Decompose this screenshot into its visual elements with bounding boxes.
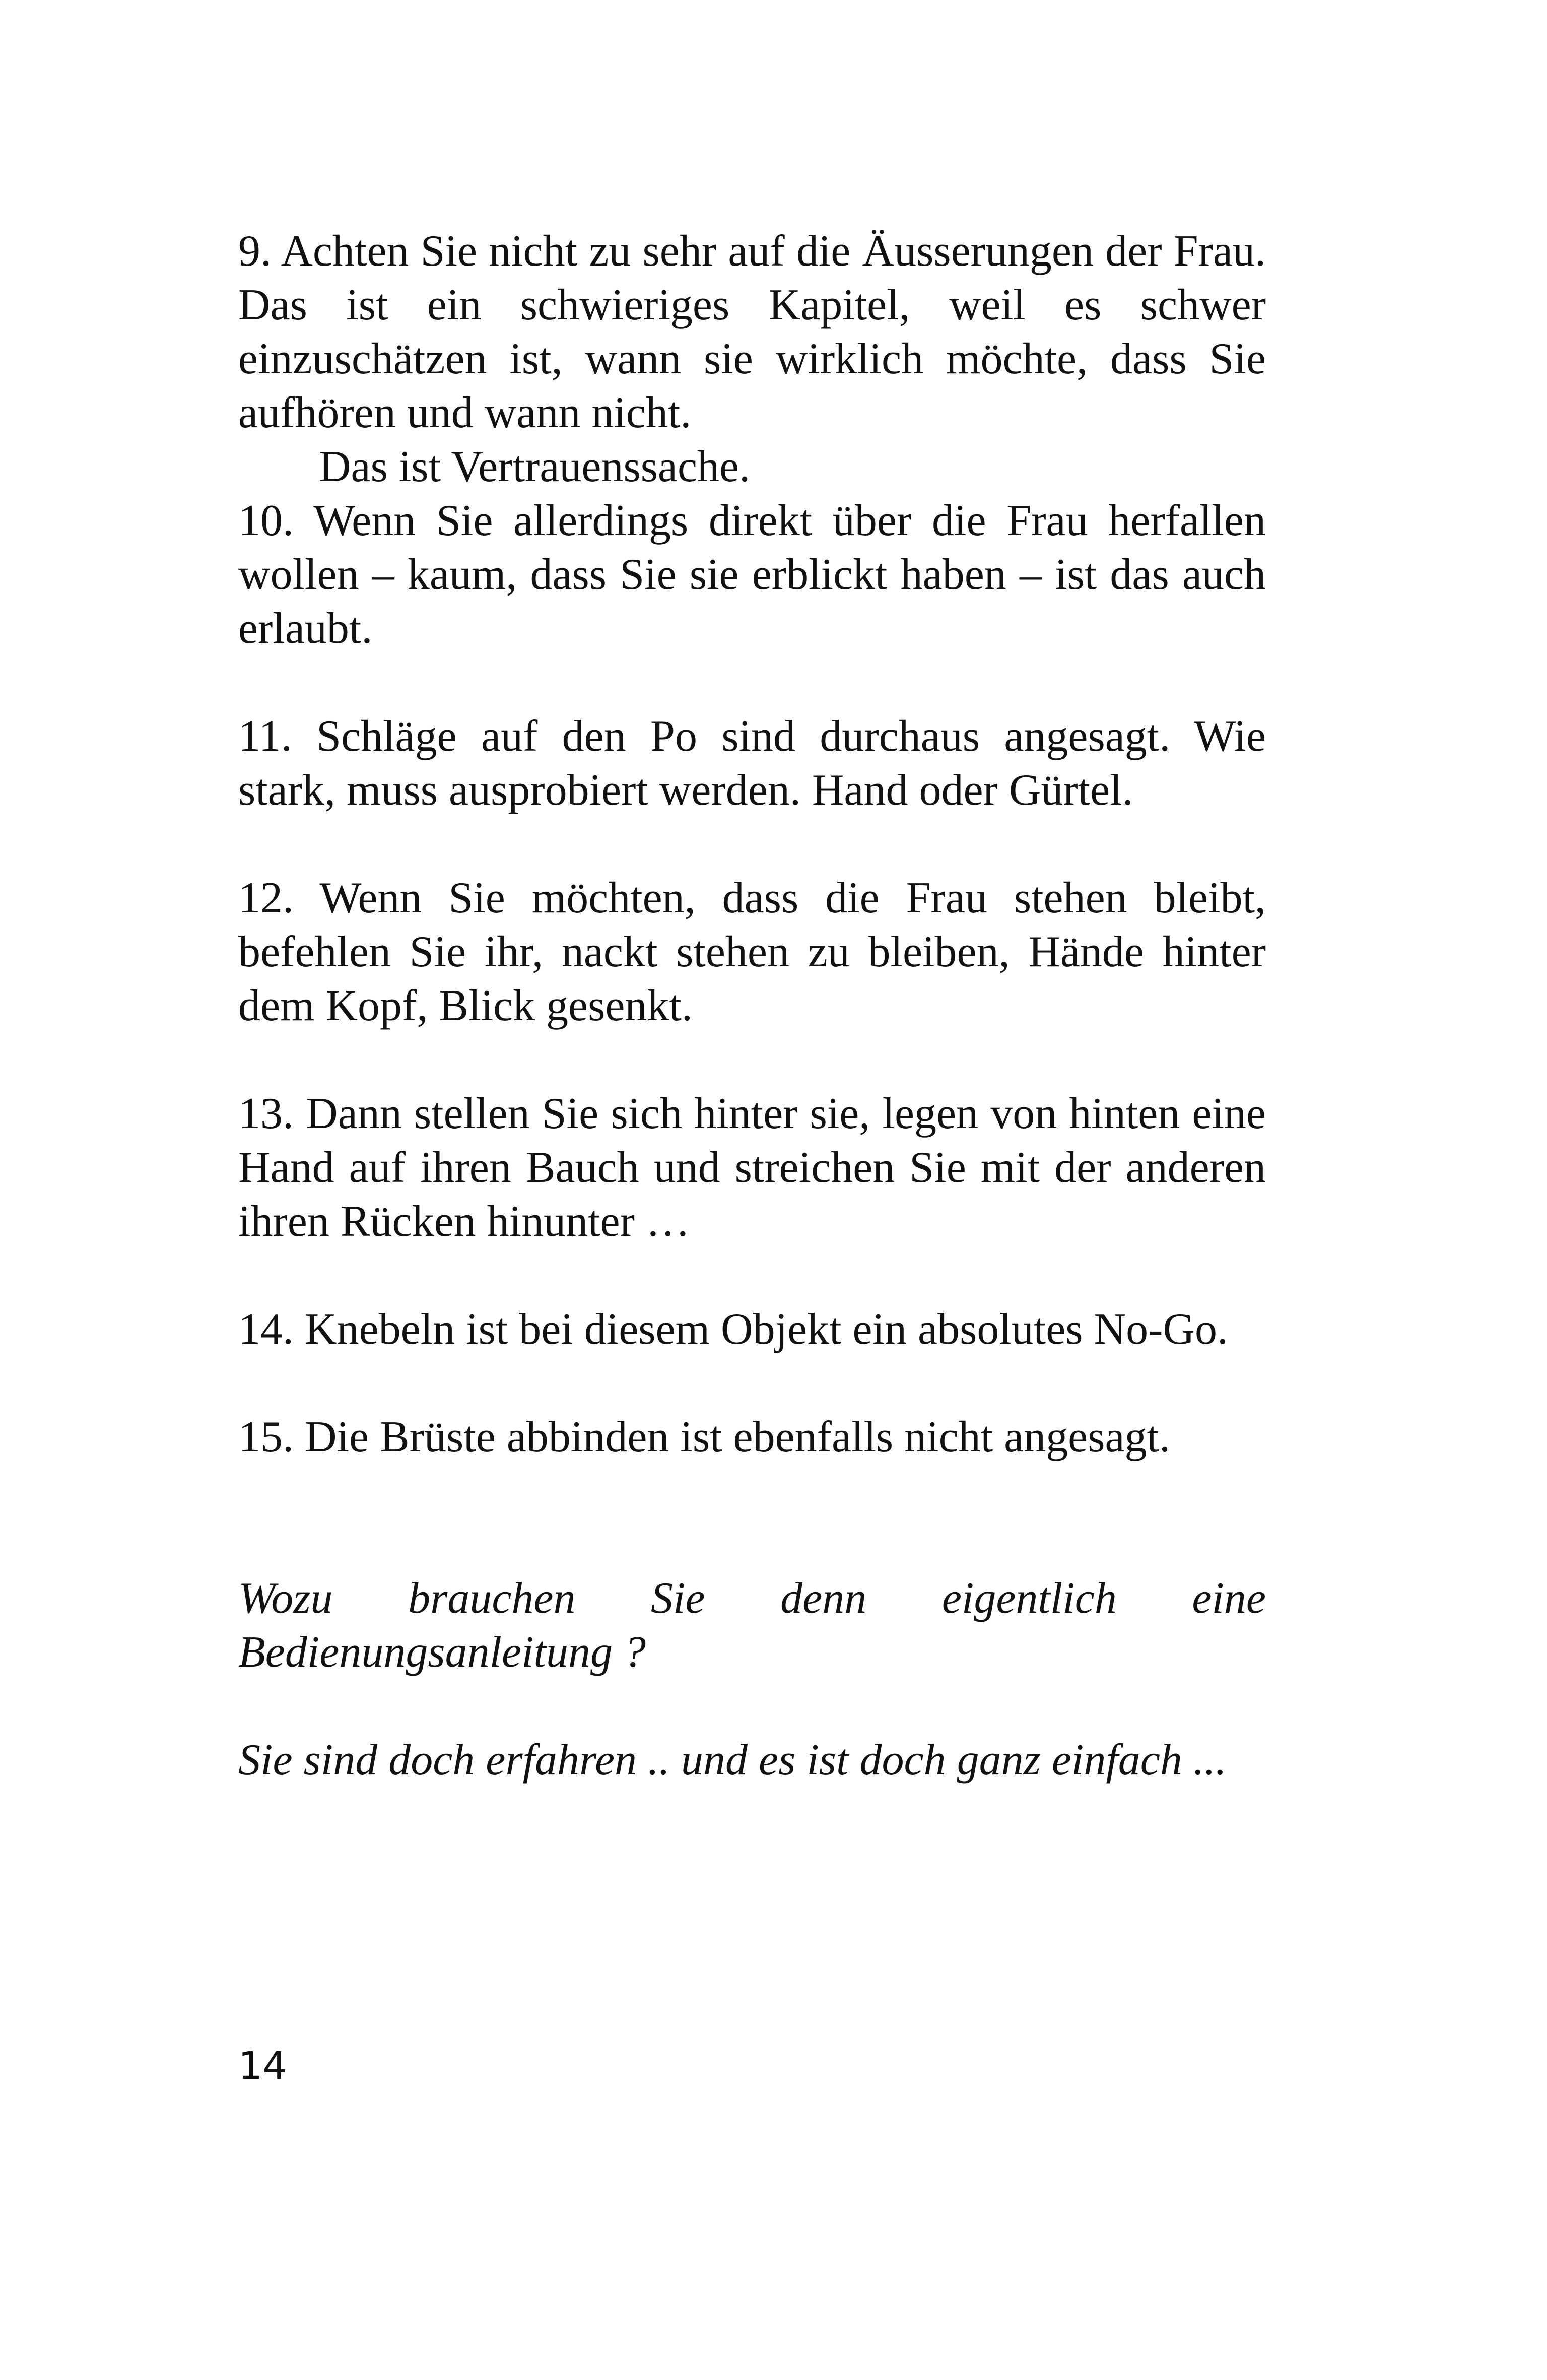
closing-question: Wozu brauchen Sie denn eigentlich eine Bedienungsanleitung ? (238, 1574, 1266, 1677)
item-number: 11. (238, 712, 292, 761)
list-item-14 (238, 1302, 1266, 1356)
closing-statement: Sie sind doch erfahren .. und es ist doch ganz einfach ... (238, 1736, 1227, 1784)
item-text: Die Brüste abbinden ist ebenfalls nicht angesagt. (305, 1413, 1170, 1462)
list-item-11 (238, 709, 1266, 817)
item-number: 9. (238, 227, 272, 276)
item-9-followup: Das ist Vertrauenssache. (319, 442, 751, 491)
item-number: 15. (238, 1413, 294, 1462)
list-item-10 (238, 494, 1266, 655)
item-number: 14. (238, 1305, 294, 1354)
item-text: Dann stellen Sie sich hinter sie, legen von hinten eine Hand auf ihren Bauch und streichen Sie mit der anderen ihren Rücken hinunter … (238, 1089, 1266, 1246)
list-item-15 (238, 1410, 1266, 1464)
item-text: Wenn Sie allerdings direkt über die Frau herfallen wollen – kaum, dass Sie sie erblickt haben – ist das auch erlaubt. (238, 496, 1266, 653)
item-text: Achten Sie nicht zu sehr auf die Äusserungen der Frau. Das ist ein schwieriges Kapitel, weil es schwer einzuschätzen ist, wann sie wirklich möchte, dass Sie aufhören und wann nicht. (238, 227, 1266, 437)
item-text: Schläge auf den Po sind durchaus angesagt. Wie stark, muss ausprobiert werden. Hand oder Gürtel. (238, 712, 1266, 815)
list-item-9 (238, 224, 1266, 440)
item-text: Knebeln ist bei diesem Objekt ein absolutes No-Go. (305, 1305, 1228, 1354)
page-number: 14 (238, 2043, 287, 2088)
list-item-12 (238, 871, 1266, 1033)
item-text: Wenn Sie möchten, dass die Frau stehen bleibt, befehlen Sie ihr, nackt stehen zu bleiben, Hände hinter dem Kopf, Blick gesenkt. (238, 874, 1266, 1030)
item-number: 10. (238, 496, 294, 545)
item-number: 12. (238, 874, 294, 922)
list-item-13 (238, 1087, 1266, 1248)
item-number: 13. (238, 1089, 294, 1138)
page-body (238, 224, 1266, 1787)
